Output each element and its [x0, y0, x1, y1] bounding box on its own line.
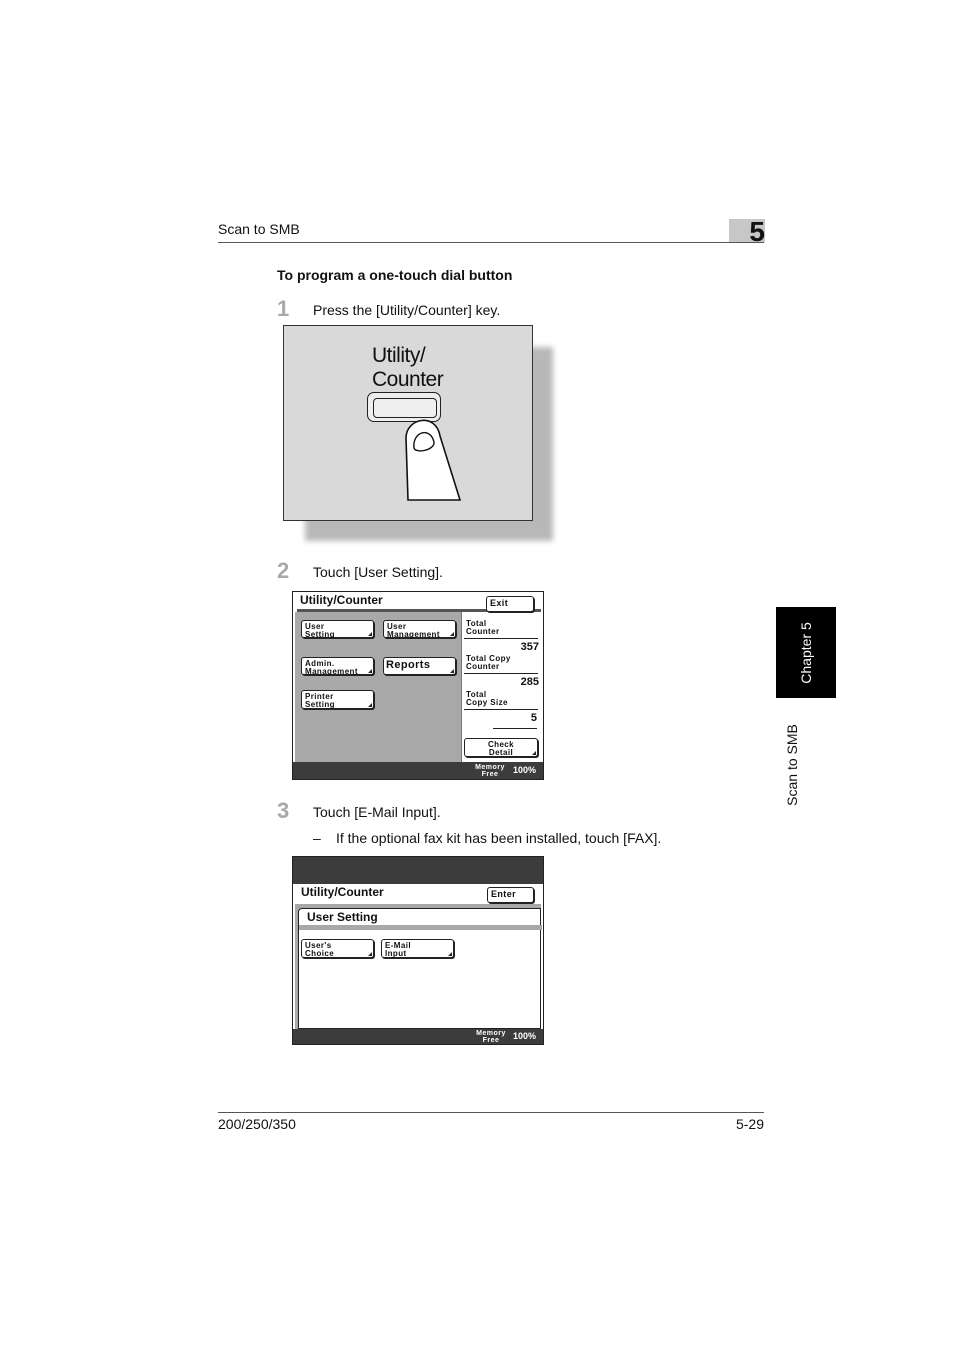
memory-value: 100% — [513, 1031, 537, 1041]
total-counter-value: 357 — [520, 641, 539, 653]
user-setting-button[interactable]: User Setting — [301, 620, 374, 638]
total-copy-counter-value: 285 — [520, 676, 539, 688]
step-2-text: Touch [User Setting]. — [313, 564, 443, 580]
counter-rule — [493, 728, 537, 729]
tab-title: User Setting — [307, 910, 378, 924]
side-tab-section-label: Scan to SMB — [784, 724, 800, 806]
counter-rule — [464, 673, 538, 674]
side-tab-chapter-label: Chapter 5 — [798, 621, 814, 684]
page-number: 5-29 — [735, 1116, 764, 1132]
chapter-number: 5 — [749, 216, 765, 247]
total-copy-size-label: Total Copy Size — [466, 690, 508, 707]
status-bar — [293, 762, 543, 779]
step-3-note-bullet: – — [313, 830, 321, 846]
memory-label: Memory Free — [475, 764, 505, 778]
memory-value: 100% — [513, 765, 537, 775]
tab-rule — [299, 925, 542, 930]
users-choice-button[interactable]: User's Choice — [301, 939, 374, 958]
admin-management-button[interactable]: Admin. Management — [301, 657, 374, 675]
panel-top-bar — [293, 857, 543, 884]
user-setting-panel — [292, 856, 544, 1045]
total-counter-label: Total Counter — [466, 619, 500, 636]
key-label: Utility/ Counter — [372, 344, 444, 391]
user-setting-tab — [298, 908, 541, 1029]
finger-icon — [402, 408, 472, 508]
step-3-note: If the optional fax kit has been installed, touch [FAX]. — [336, 830, 662, 846]
counter-rule — [464, 709, 538, 710]
step-3-number: 3 — [277, 798, 290, 823]
utility-counter-panel — [292, 591, 544, 780]
step-3-text: Touch [E-Mail Input]. — [313, 804, 441, 820]
panel-title: Utility/Counter — [300, 593, 383, 607]
exit-button[interactable]: Exit — [486, 596, 534, 612]
side-tab-chapter — [776, 607, 836, 698]
footer-rule — [218, 1112, 764, 1113]
enter-button[interactable]: Enter — [487, 887, 534, 903]
header-rule — [218, 242, 764, 243]
running-header: Scan to SMB — [218, 221, 300, 237]
reports-button[interactable]: Reports — [383, 657, 456, 675]
printer-setting-button[interactable]: Printer Setting — [301, 690, 374, 709]
email-input-button[interactable]: E-Mail Input — [381, 939, 454, 958]
total-copy-counter-label: Total Copy Counter — [466, 654, 511, 671]
step-2-number: 2 — [277, 558, 290, 583]
check-detail-button[interactable]: Check Detail — [464, 738, 538, 757]
memory-label: Memory Free — [476, 1030, 506, 1044]
counter-rule — [464, 638, 538, 639]
side-tab-section — [776, 700, 808, 830]
section-title: To program a one-touch dial button — [277, 267, 513, 283]
step-1-text: Press the [Utility/Counter] key. — [313, 302, 501, 318]
status-bar — [293, 1029, 543, 1044]
user-management-button[interactable]: User Management — [383, 620, 456, 638]
footer-model: 200/250/350 — [218, 1116, 296, 1132]
utility-counter-key-illustration — [283, 325, 533, 521]
total-copy-size-value: 5 — [530, 712, 537, 724]
step-1-number: 1 — [277, 296, 290, 321]
panel-title: Utility/Counter — [301, 885, 384, 899]
